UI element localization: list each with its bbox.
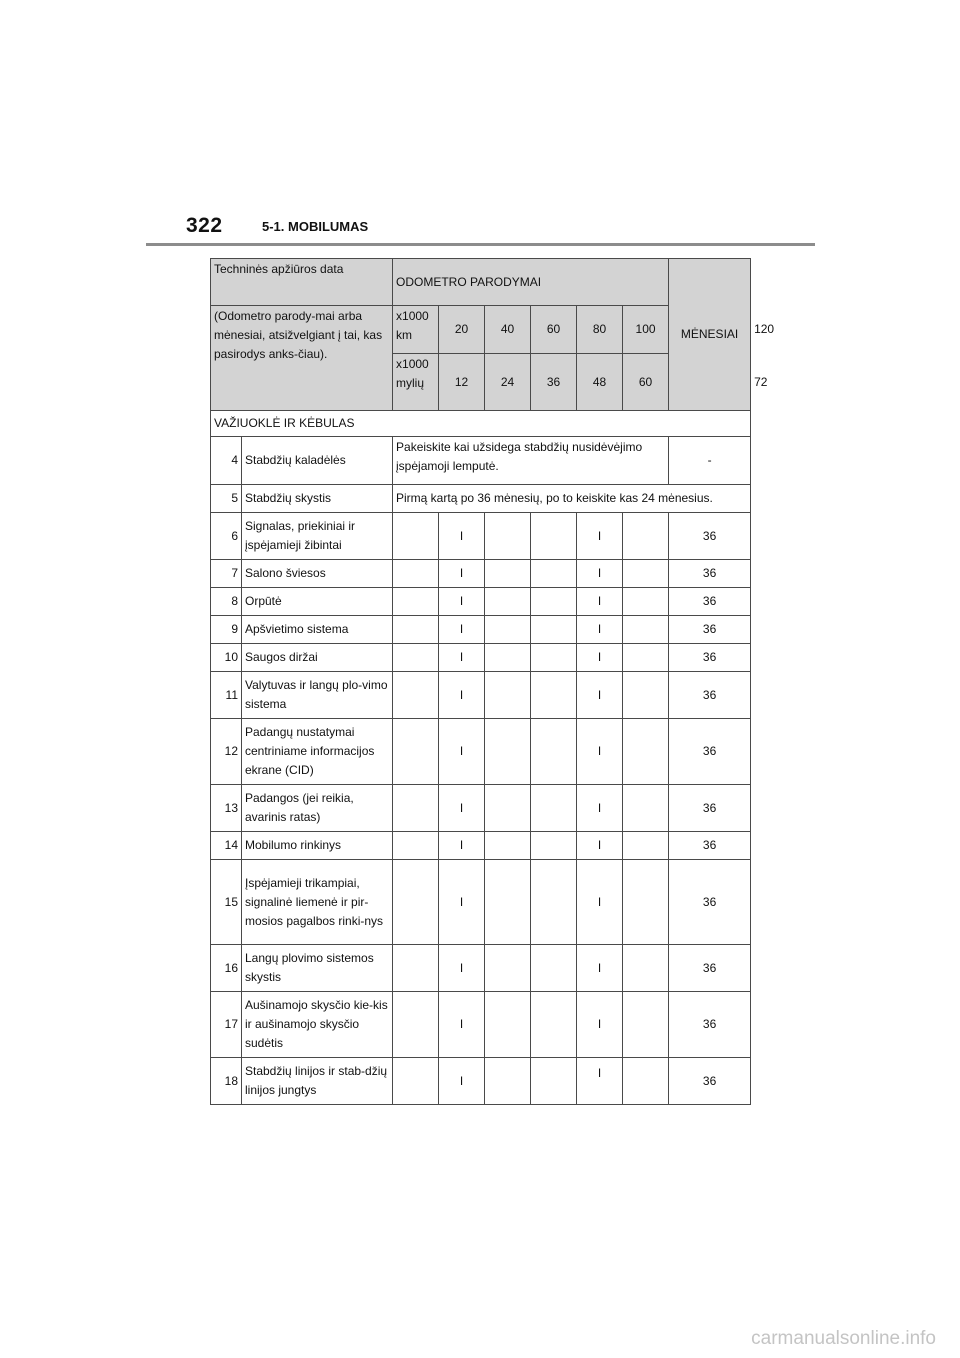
item-months: 36 <box>669 644 751 672</box>
interval-cell-80 <box>531 513 577 560</box>
interval-cell-100: I <box>577 945 623 992</box>
km-value: 40 <box>485 306 531 354</box>
table-row <box>211 992 751 1058</box>
interval-cell-60 <box>485 560 531 588</box>
interval-cell-80 <box>531 588 577 616</box>
table-row <box>211 560 751 588</box>
item-number: 16 <box>211 945 242 992</box>
interval-cell-20 <box>393 513 439 560</box>
interval-cell-60 <box>485 785 531 832</box>
table-row <box>211 719 751 785</box>
interval-cell-80 <box>531 560 577 588</box>
interval-cell-20 <box>393 588 439 616</box>
watermark: carmanualsonline.info <box>751 1328 936 1349</box>
item-name: Įspėjamieji trikampiai, signalinė liemenė ir pir-mosios pagalbos rinki-nys <box>242 860 393 945</box>
interval-cell-120 <box>623 513 669 560</box>
maintenance-table: Techninės apžiūros data ODOMETRO PARODYMAI MĖNESIAI (Odometro parody-mai arba mėnesiai, atsižvelgiant į tai, kas pasirodys anks-čiau). x1000 km 20 40 60 80 100 120 x1000 mylių 12 24 36 48 60 72 VAŽIUOKLĖ IR KĖBULAS 4 Stabdžių kaladėlės Pakeiskite kai užsidega stabdžių nusidėvėjimo įspėjamoji lemputė. - 5 Stabdžių skystis Pirmą kartą po 36 mėnesių, po to keiskite kas 24 mėnesius. 6 Signalas, priekiniai ir įspėjamieji žibintai I I 36 7 Salono šviesos I I 36 8 Orpūtė I I 36 9 Apšvietimo sistema I I 36 10 Saugos diržai I I 36 11 Valytuvas ir langų plo-vimo sistema I I 36 12 Padangų nustatymai centriniame informacijos ekrane (CID) I I 36 13 Padangos (jei reikia, avarinis ratas) I I 36 14 Mobilumo rinkinys I I 36 15 Įspėjamieji trikampiai, signalinė liemenė ir pir-mosios pagalbos rinki-nys I I 36 16 Langų plovimo sistemos skystis I I 36 17 Aušinamojo skysčio kie-kis ir aušinamojo skysčio sudėtis I I 36 18 Stabdžių linijos ir stab-džių linijos jungtys I I 36 <box>210 258 751 1105</box>
interval-cell-40: I <box>439 832 485 860</box>
item-name: Apšvietimo sistema <box>242 616 393 644</box>
interval-cell-100: I <box>577 560 623 588</box>
item-number: 12 <box>211 719 242 785</box>
miles-value: 48 <box>577 354 623 411</box>
interval-cell-40: I <box>439 785 485 832</box>
interval-cell-80 <box>531 992 577 1058</box>
interval-cell-40: I <box>439 992 485 1058</box>
item-months: 36 <box>669 513 751 560</box>
interval-cell-120 <box>623 785 669 832</box>
interval-cell-40: I <box>439 616 485 644</box>
interval-cell-20 <box>393 1058 439 1105</box>
inspection-date-header: Techninės apžiūros data <box>211 259 393 306</box>
interval-cell-120 <box>623 719 669 785</box>
interval-cell-120 <box>623 560 669 588</box>
table-row <box>211 832 751 860</box>
interval-cell-60 <box>485 719 531 785</box>
interval-cell-20 <box>393 832 439 860</box>
section-title: 5-1. MOBILUMAS <box>262 219 369 234</box>
interval-cell-60 <box>485 860 531 945</box>
interval-cell-100: I <box>577 644 623 672</box>
interval-cell-80 <box>531 672 577 719</box>
item-number: 8 <box>211 588 242 616</box>
interval-cell-80 <box>531 644 577 672</box>
interval-cell-80 <box>531 785 577 832</box>
item-name: Saugos diržai <box>242 644 393 672</box>
miles-value: 60 <box>623 354 669 411</box>
item-name: Aušinamojo skysčio kie-kis ir aušinamojo skysčio sudėtis <box>242 992 393 1058</box>
interval-cell-120 <box>623 945 669 992</box>
interval-cell-40: I <box>439 588 485 616</box>
item-months: 36 <box>669 1058 751 1105</box>
item-number: 9 <box>211 616 242 644</box>
interval-cell-40: I <box>439 945 485 992</box>
miles-value: 12 <box>439 354 485 411</box>
interval-cell-80 <box>531 1058 577 1105</box>
interval-cell-20 <box>393 785 439 832</box>
item-name: Padangų nustatymai centriniame informacijos ekrane (CID) <box>242 719 393 785</box>
interval-cell-80 <box>531 616 577 644</box>
item-name: Signalas, priekiniai ir įspėjamieji žibintai <box>242 513 393 560</box>
odometer-header: ODOMETRO PARODYMAI <box>393 259 669 306</box>
interval-cell-100: I <box>577 785 623 832</box>
item-note: Pirmą kartą po 36 mėnesių, po to keiskite kas 24 mėnesius. <box>393 485 751 513</box>
table-row <box>211 588 751 616</box>
interval-cell-20 <box>393 560 439 588</box>
table-row <box>211 785 751 832</box>
km-unit-label: x1000 km <box>393 306 439 354</box>
interval-cell-100: I <box>577 588 623 616</box>
item-name: Langų plovimo sistemos skystis <box>242 945 393 992</box>
item-number: 17 <box>211 992 242 1058</box>
interval-cell-100: I <box>577 513 623 560</box>
interval-cell-20 <box>393 616 439 644</box>
table-row <box>211 860 751 945</box>
interval-cell-80 <box>531 719 577 785</box>
table-row <box>211 644 751 672</box>
interval-cell-40: I <box>439 860 485 945</box>
interval-cell-40: I <box>439 560 485 588</box>
item-name: Padangos (jei reikia, avarinis ratas) <box>242 785 393 832</box>
interval-cell-100: I <box>577 616 623 644</box>
miles-unit-label: x1000 mylių <box>393 354 439 411</box>
interval-cell-100: I <box>577 860 623 945</box>
item-months: 36 <box>669 832 751 860</box>
interval-cell-60 <box>485 672 531 719</box>
table-row <box>211 945 751 992</box>
interval-cell-120 <box>623 588 669 616</box>
km-value: 60 <box>531 306 577 354</box>
interval-cell-60 <box>485 588 531 616</box>
item-number: 13 <box>211 785 242 832</box>
miles-value: 24 <box>485 354 531 411</box>
item-number: 5 <box>211 485 242 513</box>
interval-cell-20 <box>393 644 439 672</box>
item-number: 7 <box>211 560 242 588</box>
item-name: Salono šviesos <box>242 560 393 588</box>
item-months: 36 <box>669 785 751 832</box>
item-months: 36 <box>669 992 751 1058</box>
header-divider <box>146 243 815 246</box>
interval-cell-120 <box>623 616 669 644</box>
item-months: - <box>669 437 751 485</box>
interval-cell-80 <box>531 860 577 945</box>
chassis-body-section-title: VAŽIUOKLĖ IR KĖBULAS <box>211 411 751 437</box>
item-name: Valytuvas ir langų plo-vimo sistema <box>242 672 393 719</box>
interval-cell-20 <box>393 719 439 785</box>
interval-cell-100: I <box>577 832 623 860</box>
interval-cell-120 <box>623 992 669 1058</box>
interval-cell-20 <box>393 672 439 719</box>
interval-cell-120 <box>623 672 669 719</box>
interval-cell-100: I <box>577 992 623 1058</box>
odometer-note: (Odometro parody-mai arba mėnesiai, atsižvelgiant į tai, kas pasirodys anks-čiau). <box>211 306 393 411</box>
item-number: 4 <box>211 437 242 485</box>
item-name: Stabdžių linijos ir stab-džių linijos jungtys <box>242 1058 393 1105</box>
item-months: 36 <box>669 719 751 785</box>
item-name: Mobilumo rinkinys <box>242 832 393 860</box>
interval-cell-20 <box>393 945 439 992</box>
item-months: 36 <box>669 588 751 616</box>
km-value: 100 <box>623 306 669 354</box>
interval-cell-60 <box>485 832 531 860</box>
item-number: 14 <box>211 832 242 860</box>
item-months: 36 <box>669 616 751 644</box>
interval-cell-60 <box>485 644 531 672</box>
interval-cell-80 <box>531 832 577 860</box>
item-number: 18 <box>211 1058 242 1105</box>
interval-cell-100: I <box>577 719 623 785</box>
table-row <box>211 1058 751 1105</box>
interval-cell-120 <box>623 644 669 672</box>
table-row <box>211 513 751 560</box>
interval-cell-20 <box>393 860 439 945</box>
interval-cell-100: I <box>577 1050 623 1097</box>
miles-value: 36 <box>531 354 577 411</box>
table-row <box>211 616 751 644</box>
item-months: 36 <box>669 945 751 992</box>
interval-cell-60 <box>485 616 531 644</box>
table-row <box>211 672 751 719</box>
interval-cell-120 <box>623 832 669 860</box>
months-header: MĖNESIAI <box>669 259 751 411</box>
item-number: 15 <box>211 860 242 945</box>
interval-cell-40: I <box>439 672 485 719</box>
interval-cell-20 <box>393 992 439 1058</box>
item-months: 36 <box>669 560 751 588</box>
interval-cell-60 <box>485 1058 531 1105</box>
interval-cell-60 <box>485 513 531 560</box>
item-note: Pakeiskite kai užsidega stabdžių nusidėvėjimo įspėjamoji lemputė. <box>393 437 669 485</box>
interval-cell-40: I <box>439 644 485 672</box>
item-name: Orpūtė <box>242 588 393 616</box>
item-name: Stabdžių skystis <box>242 485 393 513</box>
interval-cell-100: I <box>577 672 623 719</box>
item-name: Stabdžių kaladėlės <box>242 437 393 485</box>
interval-cell-40: I <box>439 1058 485 1105</box>
interval-cell-40: I <box>439 719 485 785</box>
interval-cell-80 <box>531 945 577 992</box>
interval-cell-60 <box>485 945 531 992</box>
item-months: 36 <box>669 860 751 945</box>
item-number: 11 <box>211 672 242 719</box>
item-months: 36 <box>669 672 751 719</box>
interval-cell-120 <box>623 1058 669 1105</box>
interval-cell-40: I <box>439 513 485 560</box>
km-value: 20 <box>439 306 485 354</box>
interval-cell-120 <box>623 860 669 945</box>
page-number: 322 <box>186 214 223 237</box>
item-number: 6 <box>211 513 242 560</box>
item-number: 10 <box>211 644 242 672</box>
km-value: 80 <box>577 306 623 354</box>
interval-cell-60 <box>485 992 531 1058</box>
